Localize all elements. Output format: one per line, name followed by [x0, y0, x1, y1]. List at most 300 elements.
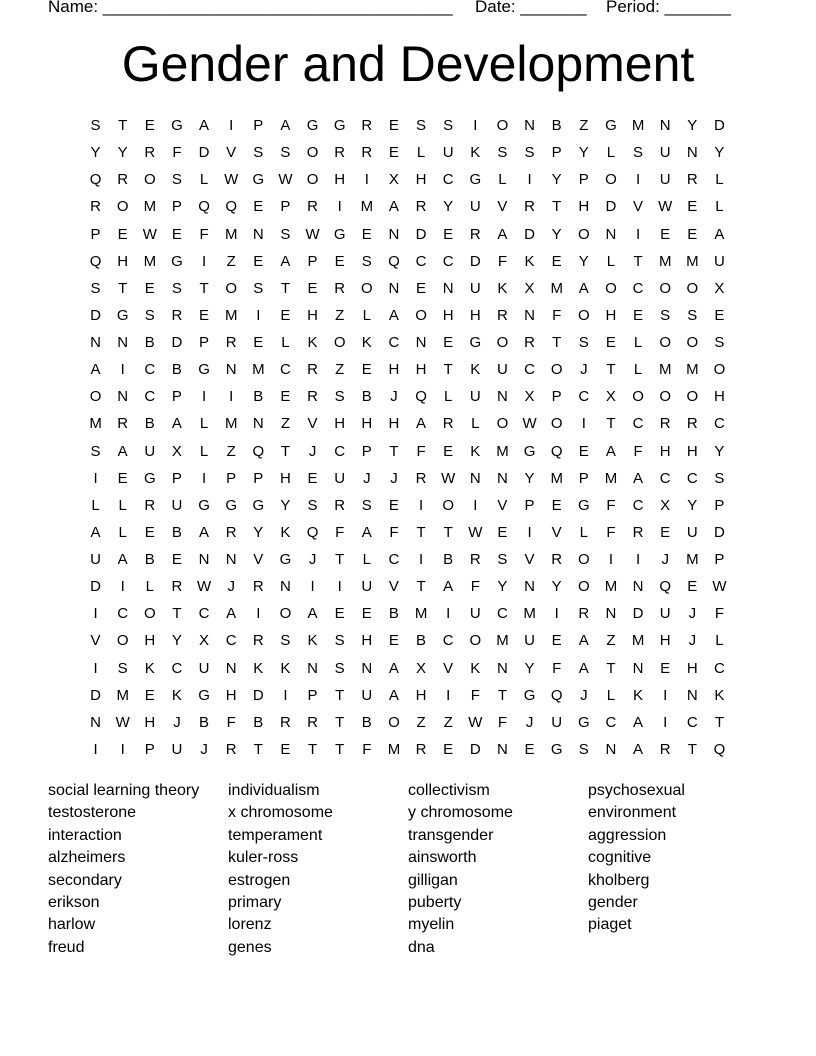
grid-cell[interactable]: O: [388, 713, 400, 731]
grid-cell[interactable]: I: [527, 171, 532, 189]
grid-cell[interactable]: C: [714, 415, 725, 433]
grid-cell[interactable]: T: [307, 740, 318, 758]
grid-cell[interactable]: F: [552, 306, 562, 324]
grid-cell[interactable]: U: [714, 252, 725, 270]
grid-cell[interactable]: D: [469, 740, 481, 758]
grid-cell[interactable]: U: [469, 605, 481, 623]
grid-cell[interactable]: U: [497, 361, 508, 379]
grid-cell[interactable]: L: [145, 578, 154, 596]
grid-cell[interactable]: V: [226, 144, 237, 162]
grid-cell[interactable]: N: [497, 659, 508, 677]
grid-cell[interactable]: I: [446, 605, 451, 623]
grid-cell[interactable]: A: [361, 523, 372, 541]
grid-cell[interactable]: I: [635, 551, 641, 568]
grid-cell[interactable]: H: [388, 415, 400, 433]
grid-cell[interactable]: U: [469, 279, 481, 297]
grid-cell[interactable]: O: [577, 225, 590, 243]
grid-cell[interactable]: X: [416, 659, 427, 677]
grid-cell[interactable]: S: [416, 117, 427, 134]
grid-cell[interactable]: O: [605, 279, 617, 297]
grid-cell[interactable]: Y: [280, 496, 291, 514]
grid-cell[interactable]: N: [225, 551, 237, 568]
grid-cell[interactable]: B: [361, 713, 372, 731]
grid-cell[interactable]: E: [280, 388, 291, 406]
grid-cell[interactable]: F: [172, 144, 182, 162]
grid-cell[interactable]: M: [686, 361, 699, 379]
grid-cell[interactable]: N: [117, 334, 129, 351]
grid-cell[interactable]: E: [171, 551, 182, 568]
grid-cell[interactable]: N: [497, 388, 508, 406]
grid-cell[interactable]: A: [117, 551, 128, 568]
grid-cell[interactable]: E: [443, 442, 454, 460]
grid-cell[interactable]: D: [90, 686, 101, 704]
grid-cell[interactable]: C: [524, 361, 535, 379]
grid-cell[interactable]: R: [225, 334, 237, 351]
grid-cell[interactable]: Q: [252, 442, 265, 460]
grid-cell[interactable]: S: [497, 551, 508, 568]
grid-cell[interactable]: Z: [280, 415, 291, 433]
grid-cell[interactable]: E: [443, 334, 454, 351]
grid-cell[interactable]: S: [117, 659, 128, 677]
grid-cell[interactable]: Y: [714, 144, 725, 162]
grid-cell[interactable]: U: [469, 388, 481, 406]
grid-cell[interactable]: B: [144, 551, 155, 568]
grid-cell[interactable]: R: [334, 279, 346, 297]
grid-cell[interactable]: R: [659, 740, 671, 758]
grid-cell[interactable]: S: [253, 279, 264, 297]
grid-cell[interactable]: S: [334, 388, 345, 406]
grid-cell[interactable]: H: [686, 659, 698, 677]
grid-cell[interactable]: R: [361, 117, 373, 134]
grid-cell[interactable]: R: [225, 740, 237, 758]
grid-cell[interactable]: T: [606, 415, 616, 433]
grid-cell[interactable]: M: [631, 117, 645, 134]
grid-cell[interactable]: R: [578, 605, 590, 623]
grid-cell[interactable]: S: [307, 496, 318, 514]
grid-cell[interactable]: V: [388, 578, 399, 596]
grid-cell[interactable]: N: [117, 388, 129, 406]
grid-cell[interactable]: O: [577, 551, 590, 568]
grid-cell[interactable]: D: [524, 225, 535, 243]
grid-cell[interactable]: K: [470, 144, 481, 162]
grid-cell[interactable]: M: [252, 361, 265, 379]
grid-cell[interactable]: L: [199, 442, 209, 460]
grid-cell[interactable]: X: [524, 388, 535, 406]
grid-cell[interactable]: H: [578, 198, 590, 216]
grid-cell[interactable]: I: [418, 551, 424, 568]
grid-cell[interactable]: T: [606, 659, 616, 677]
grid-cell[interactable]: E: [660, 225, 671, 243]
grid-cell[interactable]: L: [444, 388, 453, 406]
grid-cell[interactable]: O: [143, 605, 156, 623]
grid-cell[interactable]: K: [470, 442, 481, 460]
grid-cell[interactable]: B: [144, 334, 155, 351]
grid-cell[interactable]: T: [497, 686, 508, 704]
grid-cell[interactable]: R: [144, 144, 156, 162]
grid-cell[interactable]: C: [415, 252, 427, 270]
grid-cell[interactable]: H: [334, 415, 346, 433]
name-field[interactable]: Name: _____________________________________: [48, 0, 453, 16]
grid-cell[interactable]: A: [578, 279, 589, 297]
grid-cell[interactable]: G: [198, 686, 210, 704]
grid-cell[interactable]: L: [471, 415, 480, 433]
grid-cell[interactable]: I: [256, 306, 261, 324]
grid-cell[interactable]: M: [604, 578, 618, 596]
grid-cell[interactable]: Z: [226, 252, 236, 270]
grid-cell[interactable]: U: [198, 659, 210, 677]
grid-cell[interactable]: X: [524, 279, 535, 297]
grid-cell[interactable]: N: [198, 551, 210, 568]
grid-cell[interactable]: N: [90, 713, 101, 731]
grid-cell[interactable]: K: [361, 334, 372, 351]
grid-cell[interactable]: C: [334, 442, 346, 460]
grid-cell[interactable]: P: [361, 442, 372, 460]
grid-cell[interactable]: V: [307, 415, 318, 433]
grid-cell[interactable]: H: [659, 632, 671, 650]
grid-cell[interactable]: O: [333, 334, 346, 351]
grid-cell[interactable]: P: [171, 388, 182, 406]
grid-cell[interactable]: G: [143, 469, 156, 487]
grid-cell[interactable]: S: [524, 144, 535, 162]
grid-cell[interactable]: C: [632, 496, 644, 514]
grid-cell[interactable]: K: [307, 334, 318, 351]
grid-cell[interactable]: N: [497, 469, 508, 487]
grid-cell[interactable]: N: [524, 578, 535, 596]
grid-cell[interactable]: I: [93, 605, 98, 623]
grid-cell[interactable]: B: [361, 388, 372, 406]
grid-cell[interactable]: A: [388, 306, 399, 324]
grid-cell[interactable]: S: [361, 252, 372, 270]
grid-cell[interactable]: Y: [497, 578, 508, 596]
grid-cell[interactable]: B: [253, 388, 264, 406]
grid-cell[interactable]: Q: [225, 198, 238, 216]
grid-cell[interactable]: C: [388, 334, 400, 351]
grid-cell[interactable]: T: [118, 117, 128, 134]
grid-cell[interactable]: W: [712, 578, 727, 596]
grid-cell[interactable]: H: [469, 306, 481, 324]
grid-cell[interactable]: B: [253, 713, 264, 731]
grid-cell[interactable]: L: [606, 252, 616, 270]
grid-cell[interactable]: R: [117, 171, 129, 189]
grid-cell[interactable]: N: [469, 469, 481, 487]
grid-cell[interactable]: V: [497, 496, 508, 514]
grid-cell[interactable]: S: [280, 225, 291, 243]
grid-cell[interactable]: E: [307, 279, 318, 297]
grid-cell[interactable]: E: [687, 198, 698, 216]
grid-cell[interactable]: Y: [687, 496, 698, 514]
grid-cell[interactable]: Y: [551, 578, 562, 596]
grid-cell[interactable]: G: [577, 713, 590, 731]
grid-cell[interactable]: A: [90, 361, 101, 379]
grid-cell[interactable]: W: [278, 171, 293, 189]
grid-cell[interactable]: E: [605, 334, 616, 351]
grid-cell[interactable]: Y: [524, 659, 535, 677]
grid-cell[interactable]: R: [524, 334, 535, 351]
grid-cell[interactable]: O: [550, 415, 563, 433]
grid-cell[interactable]: C: [144, 388, 156, 406]
grid-cell[interactable]: L: [416, 144, 426, 162]
grid-cell[interactable]: S: [714, 334, 725, 351]
grid-cell[interactable]: I: [93, 659, 98, 677]
grid-cell[interactable]: R: [144, 496, 156, 514]
grid-cell[interactable]: I: [608, 551, 614, 568]
grid-cell[interactable]: U: [659, 144, 671, 162]
grid-cell[interactable]: S: [497, 144, 508, 162]
grid-cell[interactable]: D: [90, 578, 101, 596]
grid-cell[interactable]: H: [334, 171, 346, 189]
grid-cell[interactable]: V: [253, 551, 264, 568]
grid-cell[interactable]: Y: [90, 144, 101, 162]
grid-cell[interactable]: O: [415, 306, 427, 324]
grid-cell[interactable]: O: [577, 578, 590, 596]
grid-cell[interactable]: E: [117, 225, 128, 243]
grid-cell[interactable]: K: [144, 659, 155, 677]
grid-cell[interactable]: O: [659, 279, 672, 297]
grid-cell[interactable]: I: [663, 686, 668, 704]
grid-cell[interactable]: E: [253, 198, 264, 216]
grid-cell[interactable]: Y: [578, 144, 589, 162]
grid-cell[interactable]: I: [554, 605, 559, 623]
grid-cell[interactable]: J: [390, 469, 398, 487]
grid-cell[interactable]: W: [658, 198, 673, 216]
grid-cell[interactable]: M: [89, 415, 102, 433]
grid-cell[interactable]: M: [686, 252, 699, 270]
grid-cell[interactable]: E: [388, 632, 399, 650]
grid-cell[interactable]: C: [225, 632, 237, 650]
grid-cell[interactable]: X: [605, 388, 616, 406]
grid-cell[interactable]: J: [390, 388, 398, 406]
grid-cell[interactable]: I: [93, 740, 98, 758]
grid-cell[interactable]: Q: [659, 578, 672, 596]
grid-cell[interactable]: L: [715, 632, 724, 650]
grid-cell[interactable]: L: [199, 171, 209, 189]
grid-cell[interactable]: W: [468, 713, 483, 731]
grid-cell[interactable]: T: [118, 279, 128, 297]
grid-cell[interactable]: X: [199, 632, 210, 650]
grid-cell[interactable]: L: [633, 334, 643, 351]
grid-cell[interactable]: R: [334, 144, 346, 162]
grid-cell[interactable]: C: [578, 388, 590, 406]
grid-cell[interactable]: V: [443, 659, 454, 677]
grid-cell[interactable]: A: [578, 632, 589, 650]
grid-cell[interactable]: N: [524, 306, 535, 324]
grid-cell[interactable]: C: [280, 361, 291, 379]
grid-cell[interactable]: R: [334, 496, 346, 514]
grid-cell[interactable]: G: [116, 306, 129, 324]
grid-cell[interactable]: T: [552, 198, 562, 216]
grid-cell[interactable]: O: [659, 388, 672, 406]
grid-cell[interactable]: E: [551, 252, 562, 270]
grid-cell[interactable]: P: [171, 469, 182, 487]
grid-cell[interactable]: Y: [551, 225, 562, 243]
grid-cell[interactable]: E: [307, 469, 318, 487]
grid-cell[interactable]: D: [714, 117, 725, 134]
grid-cell[interactable]: K: [280, 523, 291, 541]
grid-cell[interactable]: N: [605, 605, 617, 623]
grid-cell[interactable]: H: [280, 469, 291, 487]
grid-cell[interactable]: E: [633, 306, 644, 324]
grid-cell[interactable]: E: [416, 279, 427, 297]
grid-cell[interactable]: M: [143, 252, 157, 270]
grid-cell[interactable]: R: [442, 415, 454, 433]
grid-cell[interactable]: S: [578, 740, 589, 758]
grid-cell[interactable]: R: [171, 306, 183, 324]
grid-cell[interactable]: E: [253, 334, 264, 351]
grid-cell[interactable]: A: [199, 523, 210, 541]
grid-cell[interactable]: V: [633, 198, 644, 216]
grid-cell[interactable]: E: [171, 225, 182, 243]
grid-cell[interactable]: P: [524, 496, 535, 514]
grid-cell[interactable]: A: [307, 605, 318, 623]
grid-cell[interactable]: N: [497, 740, 508, 758]
grid-cell[interactable]: H: [659, 442, 671, 460]
grid-cell[interactable]: A: [199, 117, 210, 134]
grid-cell[interactable]: R: [307, 361, 318, 379]
grid-cell[interactable]: A: [605, 442, 616, 460]
grid-cell[interactable]: P: [714, 496, 725, 514]
grid-cell[interactable]: L: [579, 523, 588, 541]
grid-cell[interactable]: T: [416, 578, 426, 596]
grid-cell[interactable]: L: [633, 361, 643, 379]
grid-cell[interactable]: R: [252, 578, 264, 596]
grid-cell[interactable]: T: [335, 551, 345, 568]
grid-cell[interactable]: F: [552, 659, 562, 677]
grid-cell[interactable]: J: [200, 740, 208, 758]
grid-cell[interactable]: A: [633, 713, 644, 731]
grid-cell[interactable]: H: [686, 442, 698, 460]
grid-cell[interactable]: A: [388, 198, 399, 216]
grid-cell[interactable]: O: [686, 334, 699, 351]
grid-cell[interactable]: L: [91, 496, 100, 514]
grid-cell[interactable]: F: [335, 523, 345, 541]
grid-cell[interactable]: A: [90, 523, 101, 541]
grid-cell[interactable]: O: [225, 279, 238, 297]
grid-cell[interactable]: D: [632, 605, 644, 623]
grid-cell[interactable]: J: [525, 713, 534, 731]
grid-cell[interactable]: F: [362, 740, 372, 758]
grid-cell[interactable]: B: [144, 415, 155, 433]
grid-cell[interactable]: D: [605, 198, 617, 216]
grid-cell[interactable]: E: [253, 252, 264, 270]
grid-cell[interactable]: K: [280, 659, 291, 677]
grid-cell[interactable]: D: [415, 225, 427, 243]
grid-cell[interactable]: V: [551, 523, 562, 541]
grid-cell[interactable]: C: [659, 469, 671, 487]
grid-cell[interactable]: T: [199, 279, 209, 297]
grid-cell[interactable]: O: [496, 415, 509, 433]
grid-cell[interactable]: L: [606, 686, 616, 704]
grid-cell[interactable]: H: [307, 306, 318, 324]
grid-cell[interactable]: I: [635, 171, 641, 189]
grid-cell[interactable]: U: [361, 686, 373, 704]
grid-cell[interactable]: S: [171, 171, 182, 189]
grid-cell[interactable]: G: [198, 361, 210, 379]
grid-cell[interactable]: S: [334, 659, 345, 677]
grid-cell[interactable]: N: [415, 334, 427, 351]
grid-cell[interactable]: Y: [524, 469, 535, 487]
grid-cell[interactable]: M: [550, 469, 563, 487]
grid-cell[interactable]: N: [524, 117, 535, 134]
grid-cell[interactable]: R: [497, 306, 508, 324]
grid-cell[interactable]: A: [388, 659, 399, 677]
grid-cell[interactable]: I: [201, 252, 207, 270]
grid-cell[interactable]: Y: [578, 252, 589, 270]
grid-cell[interactable]: O: [496, 334, 509, 351]
grid-cell[interactable]: X: [660, 496, 671, 514]
grid-cell[interactable]: G: [333, 225, 346, 243]
grid-cell[interactable]: E: [524, 740, 535, 758]
grid-cell[interactable]: Q: [550, 686, 563, 704]
grid-cell[interactable]: K: [307, 632, 318, 650]
grid-cell[interactable]: O: [713, 361, 726, 379]
grid-cell[interactable]: K: [497, 279, 508, 297]
grid-cell[interactable]: Y: [687, 117, 698, 134]
grid-cell[interactable]: W: [441, 469, 456, 487]
grid-cell[interactable]: G: [577, 496, 590, 514]
grid-cell[interactable]: R: [469, 551, 481, 568]
grid-cell[interactable]: N: [361, 659, 373, 677]
grid-cell[interactable]: I: [473, 117, 478, 134]
grid-cell[interactable]: Q: [198, 198, 210, 216]
grid-cell[interactable]: E: [144, 279, 155, 297]
grid-cell[interactable]: P: [551, 388, 562, 406]
grid-cell[interactable]: R: [171, 578, 183, 596]
grid-cell[interactable]: F: [633, 442, 643, 460]
grid-cell[interactable]: E: [144, 523, 155, 541]
grid-cell[interactable]: Y: [117, 144, 128, 162]
grid-cell[interactable]: J: [688, 605, 697, 623]
grid-cell[interactable]: F: [470, 578, 480, 596]
grid-cell[interactable]: G: [333, 117, 346, 134]
grid-cell[interactable]: A: [578, 659, 589, 677]
grid-cell[interactable]: N: [225, 659, 237, 677]
grid-cell[interactable]: N: [605, 740, 617, 758]
grid-cell[interactable]: P: [253, 117, 264, 134]
grid-cell[interactable]: K: [633, 686, 644, 704]
grid-cell[interactable]: O: [469, 632, 482, 650]
grid-cell[interactable]: M: [387, 740, 401, 758]
grid-cell[interactable]: M: [523, 605, 536, 623]
grid-cell[interactable]: O: [686, 388, 699, 406]
grid-cell[interactable]: I: [337, 198, 342, 216]
grid-cell[interactable]: U: [361, 578, 373, 596]
grid-cell[interactable]: R: [90, 198, 101, 216]
grid-cell[interactable]: A: [714, 225, 725, 243]
grid-cell[interactable]: K: [470, 659, 481, 677]
grid-cell[interactable]: K: [714, 686, 725, 704]
grid-cell[interactable]: S: [714, 469, 725, 487]
grid-cell[interactable]: S: [90, 117, 101, 134]
grid-cell[interactable]: F: [199, 225, 209, 243]
grid-cell[interactable]: T: [335, 713, 345, 731]
grid-cell[interactable]: P: [307, 686, 318, 704]
grid-cell[interactable]: Q: [306, 523, 319, 541]
grid-cell[interactable]: I: [229, 117, 234, 134]
grid-cell[interactable]: R: [117, 415, 129, 433]
grid-cell[interactable]: C: [144, 361, 156, 379]
grid-cell[interactable]: M: [116, 686, 129, 704]
grid-cell[interactable]: O: [279, 605, 292, 623]
grid-cell[interactable]: I: [310, 578, 315, 596]
grid-cell[interactable]: C: [388, 551, 400, 568]
grid-cell[interactable]: R: [361, 144, 373, 162]
grid-cell[interactable]: G: [225, 496, 238, 514]
grid-cell[interactable]: L: [715, 171, 724, 189]
grid-cell[interactable]: E: [497, 523, 508, 541]
grid-cell[interactable]: P: [171, 198, 182, 216]
grid-cell[interactable]: N: [686, 686, 698, 704]
grid-cell[interactable]: Q: [550, 442, 563, 460]
